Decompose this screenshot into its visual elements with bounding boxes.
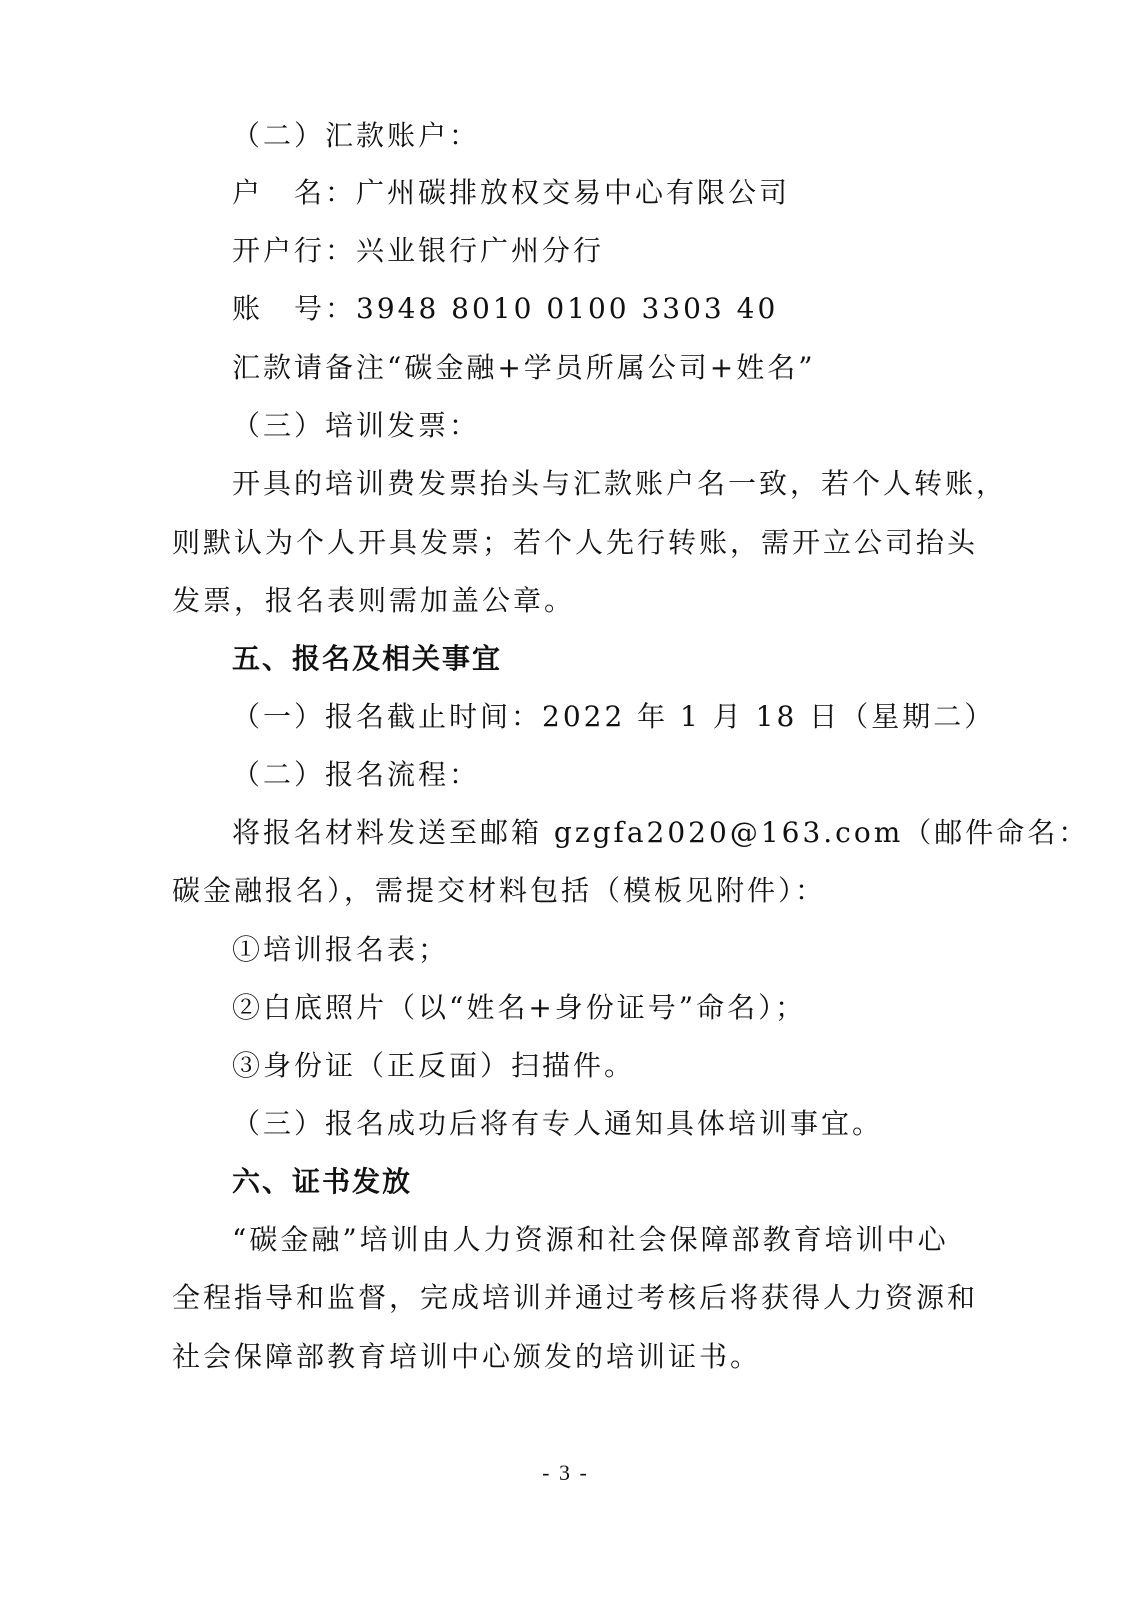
page-number: - 3 -: [542, 1460, 589, 1485]
material-item-2: ②白底照片（以“姓名+身份证号”命名）；: [232, 991, 807, 1024]
invoice-paragraph-line-2: 则默认为个人开具发票；若个人先行转账，需开立公司抬头: [172, 526, 979, 559]
material-item-1: ①培训报名表；: [232, 933, 450, 966]
process-paragraph-line-1: 将报名材料发送至邮箱 gzgfa2020@163.com（邮件命名：: [232, 816, 1090, 849]
remittance-note-line: 汇款请备注“碳金融+学员所属公司+姓名”: [232, 351, 816, 384]
account-number-line: 账 号：3948 8010 0100 3303 40: [232, 292, 779, 325]
certificate-paragraph-line-2: 全程指导和监督，完成培训并通过考核后将获得人力资源和: [172, 1281, 979, 1314]
certificate-paragraph-line-1: “碳金融”培训由人力资源和社会保障部教育培训中心: [232, 1223, 949, 1256]
section-six-heading: 六、证书发放: [232, 1165, 413, 1198]
invoice-subheading: （三）培训发票：: [232, 409, 481, 442]
process-paragraph-line-2: 碳金融报名），需提交材料包括（模板见附件）：: [172, 874, 827, 907]
bank-line: 开户行：兴业银行广州分行: [232, 234, 605, 267]
process-subheading: （二）报名流程：: [232, 758, 481, 791]
certificate-paragraph-line-3: 社会保障部教育培训中心颁发的培训证书。: [172, 1340, 762, 1373]
invoice-paragraph-line-3: 发票，报名表则需加盖公章。: [172, 584, 576, 617]
notification-line: （三）报名成功后将有专人通知具体培训事宜。: [232, 1107, 884, 1140]
remittance-account-subheading: （二）汇款账户：: [232, 119, 481, 152]
section-five-heading: 五、报名及相关事宜: [232, 642, 503, 675]
material-item-3: ③身份证（正反面）扫描件。: [232, 1049, 636, 1082]
invoice-paragraph-line-1: 开具的培训费发票抬头与汇款账户名一致，若个人转账，: [232, 467, 1008, 500]
deadline-line: （一）报名截止时间：2022 年 1 月 18 日（星期二）: [232, 700, 996, 733]
account-name-line: 户 名：广州碳排放权交易中心有限公司: [232, 176, 791, 209]
